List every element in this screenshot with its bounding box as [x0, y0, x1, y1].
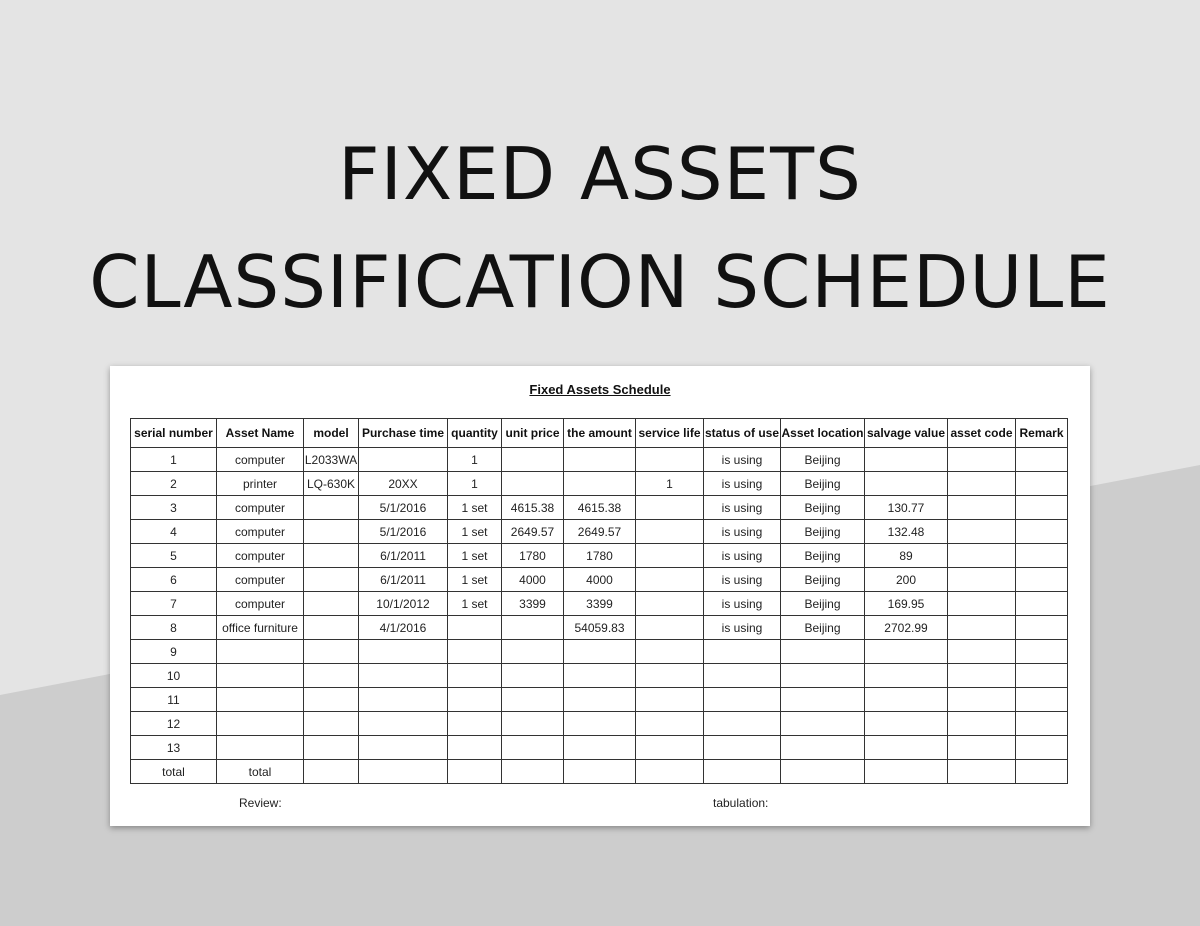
table-cell: [781, 688, 865, 712]
table-cell: [948, 616, 1016, 640]
table-cell: [304, 544, 359, 568]
table-cell: [1016, 592, 1068, 616]
table-cell: [704, 736, 781, 760]
table-cell: 12: [131, 712, 217, 736]
table-cell: [948, 568, 1016, 592]
table-cell: [304, 640, 359, 664]
table-row: [131, 592, 1068, 616]
table-cell: total: [131, 760, 217, 784]
table-cell: 10: [131, 664, 217, 688]
table-cell: 6: [131, 568, 217, 592]
table-cell: [948, 640, 1016, 664]
table-body: [131, 448, 1068, 784]
table-cell: 200: [865, 568, 948, 592]
table-cell: 130.77: [865, 496, 948, 520]
table-cell: is using: [704, 568, 781, 592]
column-header: quantity: [448, 419, 502, 448]
table-cell: 4615.38: [502, 496, 564, 520]
table-cell: computer: [217, 496, 304, 520]
fixed-assets-table: [130, 418, 1068, 784]
table-cell: [304, 568, 359, 592]
table-cell: computer: [217, 520, 304, 544]
table-cell: [865, 688, 948, 712]
table-cell: [448, 664, 502, 688]
table-cell: [304, 496, 359, 520]
table-cell: 1780: [502, 544, 564, 568]
table-cell: 169.95: [865, 592, 948, 616]
table-cell: 2: [131, 472, 217, 496]
table-cell: computer: [217, 568, 304, 592]
column-header: status of use: [704, 419, 781, 448]
table-cell: [217, 688, 304, 712]
column-header: model: [304, 419, 359, 448]
table-cell: [704, 664, 781, 688]
table-cell: Beijing: [781, 448, 865, 472]
column-header: Remark: [1016, 419, 1068, 448]
table-cell: [448, 688, 502, 712]
table-cell: 3399: [564, 592, 636, 616]
table-cell: [948, 760, 1016, 784]
table-row: [131, 568, 1068, 592]
table-cell: 20XX: [359, 472, 448, 496]
table-cell: [1016, 520, 1068, 544]
table-row: [131, 616, 1068, 640]
table-cell: 54059.83: [564, 616, 636, 640]
table-cell: computer: [217, 592, 304, 616]
table-cell: 4615.38: [564, 496, 636, 520]
table-cell: 1 set: [448, 544, 502, 568]
table-cell: [948, 712, 1016, 736]
table-cell: 1: [448, 472, 502, 496]
table-cell: [636, 568, 704, 592]
table-row: [131, 496, 1068, 520]
table-row: [131, 472, 1068, 496]
table-cell: LQ-630K: [304, 472, 359, 496]
table-cell: [359, 736, 448, 760]
table-cell: [564, 736, 636, 760]
table-cell: 89: [865, 544, 948, 568]
table-cell: [304, 664, 359, 688]
table-cell: 8: [131, 616, 217, 640]
table-cell: [636, 640, 704, 664]
table-cell: [359, 712, 448, 736]
table-cell: 6/1/2011: [359, 568, 448, 592]
table-cell: 3: [131, 496, 217, 520]
table-cell: [1016, 472, 1068, 496]
table-cell: is using: [704, 592, 781, 616]
column-header: Purchase time: [359, 419, 448, 448]
table-cell: [448, 616, 502, 640]
table-cell: [781, 760, 865, 784]
table-cell: [217, 664, 304, 688]
table-cell: [217, 712, 304, 736]
table-cell: [1016, 712, 1068, 736]
table-cell: 132.48: [865, 520, 948, 544]
table-cell: 4/1/2016: [359, 616, 448, 640]
table-cell: 1: [131, 448, 217, 472]
table-cell: [564, 664, 636, 688]
table-cell: 4000: [564, 568, 636, 592]
table-cell: [781, 664, 865, 688]
table-cell: [1016, 688, 1068, 712]
table-cell: 10/1/2012: [359, 592, 448, 616]
table-cell: [948, 736, 1016, 760]
table-cell: [865, 736, 948, 760]
table-cell: [948, 520, 1016, 544]
table-row: [131, 448, 1068, 472]
table-cell: Beijing: [781, 472, 865, 496]
table-cell: [781, 712, 865, 736]
table-cell: [636, 712, 704, 736]
table-cell: [502, 712, 564, 736]
table-row: [131, 520, 1068, 544]
table-cell: Beijing: [781, 592, 865, 616]
table-cell: [448, 736, 502, 760]
table-cell: Beijing: [781, 616, 865, 640]
table-cell: office furniture: [217, 616, 304, 640]
table-cell: [865, 448, 948, 472]
table-cell: [1016, 496, 1068, 520]
table-cell: [304, 688, 359, 712]
table-cell: [304, 520, 359, 544]
column-header: unit price: [502, 419, 564, 448]
table-cell: is using: [704, 448, 781, 472]
table-cell: is using: [704, 472, 781, 496]
table-cell: [304, 616, 359, 640]
table-cell: 1: [448, 448, 502, 472]
table-cell: 1: [636, 472, 704, 496]
table-cell: 5/1/2016: [359, 496, 448, 520]
table-cell: [217, 736, 304, 760]
table-cell: [502, 616, 564, 640]
table-cell: [704, 712, 781, 736]
table-cell: [636, 544, 704, 568]
table-cell: 1 set: [448, 568, 502, 592]
table-cell: [359, 664, 448, 688]
table-cell: [636, 520, 704, 544]
table-cell: [781, 640, 865, 664]
table-cell: [948, 448, 1016, 472]
table-cell: [502, 688, 564, 712]
table-cell: printer: [217, 472, 304, 496]
table-row: [131, 712, 1068, 736]
table-cell: [1016, 616, 1068, 640]
table-cell: [564, 688, 636, 712]
table-cell: [704, 760, 781, 784]
table-cell: is using: [704, 520, 781, 544]
table-cell: 9: [131, 640, 217, 664]
table-cell: Beijing: [781, 544, 865, 568]
table-cell: [636, 760, 704, 784]
table-cell: [865, 640, 948, 664]
table-cell: [448, 760, 502, 784]
table-cell: [636, 448, 704, 472]
table-row: [131, 640, 1068, 664]
table-cell: [948, 496, 1016, 520]
column-header: Asset Name: [217, 419, 304, 448]
table-header-row: [131, 419, 1068, 448]
table-cell: [865, 760, 948, 784]
table-cell: 3399: [502, 592, 564, 616]
table-cell: 1 set: [448, 520, 502, 544]
table-cell: is using: [704, 544, 781, 568]
table-cell: 13: [131, 736, 217, 760]
table-cell: [865, 712, 948, 736]
column-header: service life: [636, 419, 704, 448]
table-cell: 2649.57: [502, 520, 564, 544]
table-cell: [304, 592, 359, 616]
table-cell: is using: [704, 616, 781, 640]
table-cell: [704, 640, 781, 664]
table-cell: 4000: [502, 568, 564, 592]
sheet-title: Fixed Assets Schedule: [529, 382, 671, 397]
column-header: salvage value: [865, 419, 948, 448]
table-cell: [636, 736, 704, 760]
spreadsheet-preview: [110, 366, 1090, 826]
table-cell: [865, 472, 948, 496]
table-row: [131, 544, 1068, 568]
table-row: [131, 736, 1068, 760]
column-header: serial number: [131, 419, 217, 448]
table-cell: 1 set: [448, 592, 502, 616]
tabulation-label: tabulation:: [713, 796, 769, 810]
table-cell: 2649.57: [564, 520, 636, 544]
table-cell: [636, 664, 704, 688]
table-cell: computer: [217, 448, 304, 472]
column-header: the amount: [564, 419, 636, 448]
headline-line-2: CLASSIFICATION SCHEDULE: [89, 240, 1111, 324]
table-cell: [1016, 736, 1068, 760]
table-cell: [1016, 568, 1068, 592]
review-label: Review:: [239, 796, 282, 810]
table-cell: [948, 472, 1016, 496]
table-cell: 4: [131, 520, 217, 544]
table-row: [131, 664, 1068, 688]
table-cell: [359, 448, 448, 472]
table-row: [131, 760, 1068, 784]
table-cell: [502, 760, 564, 784]
table-cell: [502, 736, 564, 760]
table-row: [131, 688, 1068, 712]
headline-line-1: FIXED ASSETS: [338, 132, 862, 216]
table-cell: 11: [131, 688, 217, 712]
table-cell: 1 set: [448, 496, 502, 520]
table-cell: [304, 736, 359, 760]
table-cell: Beijing: [781, 496, 865, 520]
table-cell: 7: [131, 592, 217, 616]
table-cell: 5/1/2016: [359, 520, 448, 544]
table-cell: [359, 640, 448, 664]
table-cell: [636, 496, 704, 520]
table-cell: [564, 760, 636, 784]
table-cell: Beijing: [781, 520, 865, 544]
table-cell: [1016, 664, 1068, 688]
table-cell: [564, 712, 636, 736]
table-cell: [1016, 760, 1068, 784]
table-cell: 5: [131, 544, 217, 568]
table-cell: [636, 592, 704, 616]
table-cell: [948, 592, 1016, 616]
table-cell: [502, 664, 564, 688]
table-cell: 2702.99: [865, 616, 948, 640]
table-cell: [502, 472, 564, 496]
table-cell: 6/1/2011: [359, 544, 448, 568]
table-cell: [948, 544, 1016, 568]
table-cell: [359, 688, 448, 712]
table-cell: computer: [217, 544, 304, 568]
table-cell: [948, 664, 1016, 688]
table-cell: [1016, 640, 1068, 664]
table-cell: [448, 640, 502, 664]
table-cell: [636, 616, 704, 640]
table-cell: [781, 736, 865, 760]
table-cell: [564, 640, 636, 664]
page-headline: [0, 120, 1200, 336]
table-cell: [564, 448, 636, 472]
table-cell: [564, 472, 636, 496]
table-cell: is using: [704, 496, 781, 520]
table-cell: [304, 760, 359, 784]
table-cell: [1016, 448, 1068, 472]
table-cell: [636, 688, 704, 712]
table-cell: [502, 448, 564, 472]
table-cell: [448, 712, 502, 736]
table-cell: [704, 688, 781, 712]
column-header: Asset location: [781, 419, 865, 448]
table-cell: L2033WA: [304, 448, 359, 472]
table-cell: [1016, 544, 1068, 568]
table-cell: [865, 664, 948, 688]
table-cell: [502, 640, 564, 664]
column-header: asset code: [948, 419, 1016, 448]
table-cell: [948, 688, 1016, 712]
table-cell: [359, 760, 448, 784]
table-cell: [217, 640, 304, 664]
table-cell: total: [217, 760, 304, 784]
table-cell: 1780: [564, 544, 636, 568]
table-cell: [304, 712, 359, 736]
table-cell: Beijing: [781, 568, 865, 592]
